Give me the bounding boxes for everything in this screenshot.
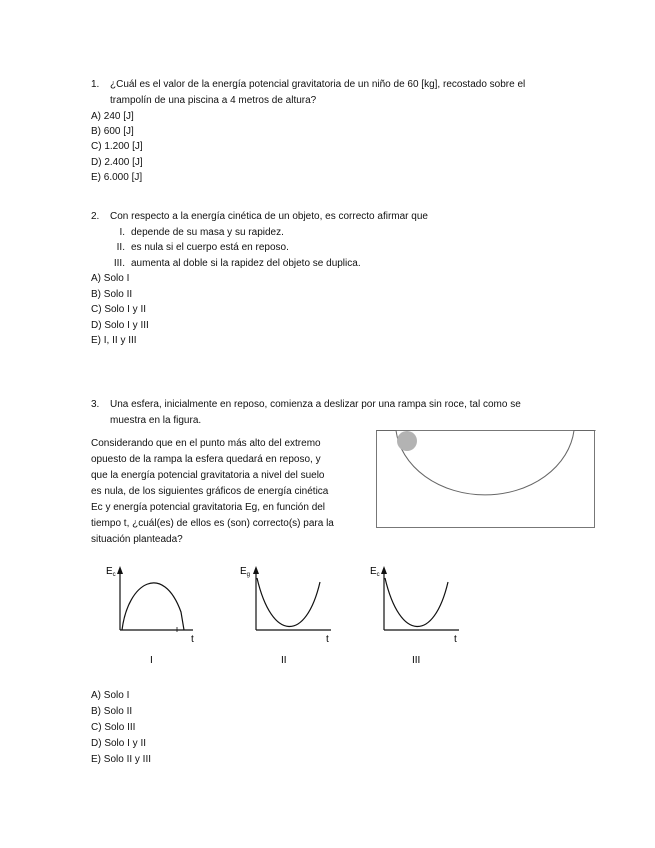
question-3-paragraph-line7: situación planteada? (91, 534, 183, 545)
question-3-number: 3. (91, 399, 100, 410)
ramp-figure (376, 428, 596, 530)
graph-i-ylabel: $E_c$ (106, 566, 116, 578)
question-3-paragraph-line6: tiempo t, ¿cuál(es) de ellos es (son) correcto(s) para la (91, 518, 334, 529)
question-3-option-a[interactable]: A) Solo I (91, 690, 130, 701)
question-3-option-c[interactable]: C) Solo III (91, 722, 136, 733)
graph-i-y-arrow-icon (117, 566, 123, 574)
statement-i-text: depende de su masa y su rapidez. (131, 227, 284, 238)
question-1-option-c[interactable]: C) 1.200 [J] (91, 141, 143, 152)
question-1-option-e[interactable]: E) 6.000 [J] (91, 172, 143, 183)
sphere (397, 431, 417, 451)
question-3-text-line2: muestra en la figura. (110, 415, 202, 426)
statement-iii-roman: III. (113, 258, 125, 269)
statement-ii-text: es nula si el cuerpo está en reposo. (131, 242, 289, 253)
graph-ii-curve (257, 578, 320, 627)
graph-i-roman: I (150, 655, 153, 666)
question-2-text: Con respecto a la energía cinética de un objeto, es correcto afirmar que (110, 211, 428, 222)
question-3-option-e[interactable]: E) Solo II y III (91, 754, 152, 765)
question-2-option-c[interactable]: C) Solo I y II (91, 304, 147, 315)
question-3-paragraph-line4: es nula, de los siguientes gráficos de energía cinética (91, 486, 329, 497)
question-3-text-line1: Una esfera, inicialmente en reposo, comienza a deslizar por una rampa sin roce, tal como se (110, 399, 521, 410)
graph-iii-curve (385, 578, 448, 627)
question-2-option-a[interactable]: A) Solo I (91, 273, 130, 284)
question-2-option-e[interactable]: E) I, II y III (91, 335, 137, 346)
question-3-paragraph-line2: opuesto de la rampa la esfera quedará en reposo, y (91, 454, 321, 465)
graph-iii (366, 562, 476, 674)
question-2-option-b[interactable]: B) Solo II (91, 289, 133, 300)
graph-ii-ylabel: $E_g$ (240, 566, 251, 578)
question-1-text-line1: ¿Cuál es el valor de la energía potencial gravitatoria de un niño de 60 [kg], recostado sobre el (110, 79, 526, 90)
question-3-paragraph-line5: Ec y energía potencial gravitatoria Eg, en función del (91, 502, 326, 513)
graph-i-xlabel: t (191, 634, 194, 645)
graph-iii-ylabel: $E_c$ (370, 566, 380, 578)
ramp-frame-top-gap (376, 428, 596, 430)
graph-i-curve (122, 583, 184, 630)
graph-ii-y-arrow-icon (253, 566, 259, 574)
graph-iii-xlabel: t (454, 634, 457, 645)
question-3-paragraph-line3: que la energía potencial gravitatoria a nivel del suelo (91, 470, 325, 481)
question-1-text-line2: trampolín de una piscina a 4 metros de altura? (110, 95, 317, 106)
graph-iii-roman: III (412, 655, 421, 666)
question-3-option-b[interactable]: B) Solo II (91, 706, 133, 717)
question-3-paragraph-line1: Considerando que en el punto más alto del extremo (91, 438, 321, 449)
statement-ii-roman: II. (116, 242, 125, 253)
question-1-option-b[interactable]: B) 600 [J] (91, 126, 134, 137)
question-1-option-a[interactable]: A) 240 [J] (91, 111, 134, 122)
question-1-option-d[interactable]: D) 2.400 [J] (91, 157, 143, 168)
statement-i-roman: I. (119, 227, 125, 238)
question-2-number: 2. (91, 211, 100, 222)
graph-ii-xlabel: t (326, 634, 329, 645)
graph-ii-roman: II (281, 655, 287, 666)
statement-iii-text: aumenta al doble si la rapidez del objeto se duplica. (131, 258, 361, 269)
graph-i (103, 562, 213, 674)
question-2-option-d[interactable]: D) Solo I y III (91, 320, 149, 331)
question-3-option-d[interactable]: D) Solo I y II (91, 738, 147, 749)
question-1-number: 1. (91, 79, 100, 90)
graph-iii-y-arrow-icon (381, 566, 387, 574)
graph-ii (238, 562, 348, 674)
